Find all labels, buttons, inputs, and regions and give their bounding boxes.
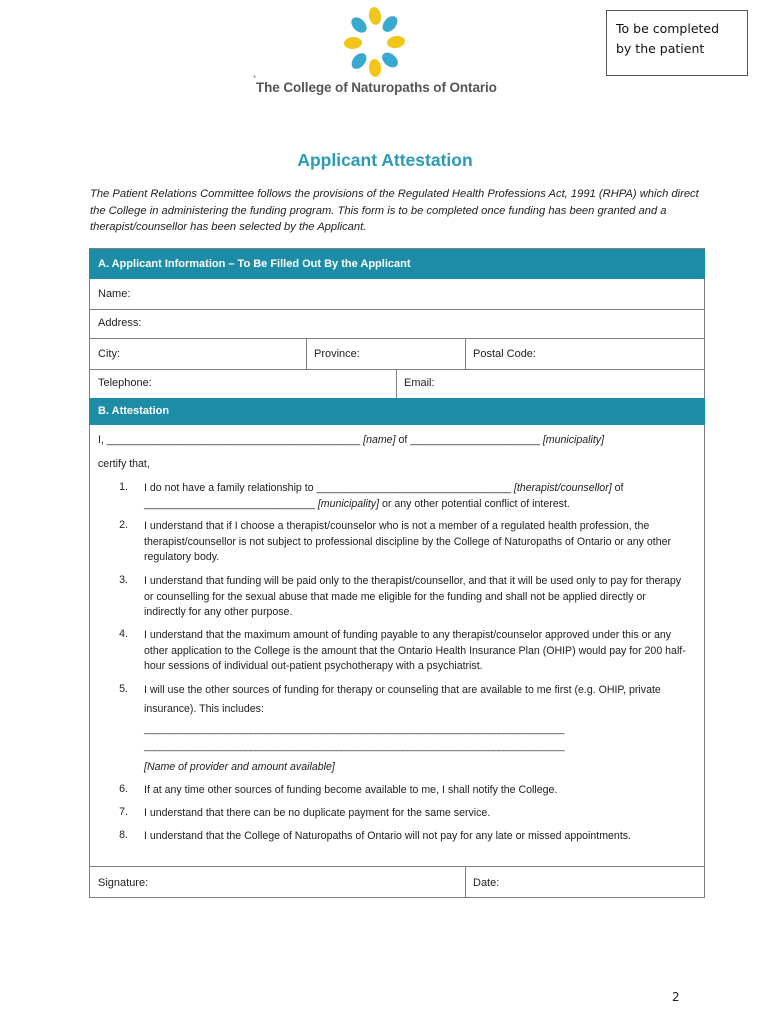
logo-petals bbox=[344, 6, 406, 77]
address-label: Address: bbox=[98, 317, 142, 329]
municipality-placeholder: [municipality] bbox=[317, 497, 380, 510]
page-number: 2 bbox=[672, 990, 680, 1004]
row-divider bbox=[89, 369, 705, 370]
provider-blank: ___________________________________________________________________________________ bbox=[144, 724, 565, 735]
table-border-bottom bbox=[89, 897, 705, 898]
list-item: I understand that if I choose a therapist/counselor who is not a member of a regulated health profession, the therapist/counsellor is not subject to professional discipline by the College of Naturopaths of Ontario or any other regulatory body. bbox=[144, 520, 672, 563]
list-item-text: insurance). This includes: bbox=[144, 703, 264, 715]
postal-code-label: Postal Code: bbox=[473, 348, 536, 360]
item-number: 1. bbox=[119, 481, 128, 493]
item-number: 8. bbox=[119, 829, 128, 841]
intro-text: The Patient Relations Committee follows the provisions of the Regulated Health Professions Act, 1991 (RHPA) which direct the College in administering the funding program. This form is to be completed once funding has been granted and a therapist/counsellor has been selected by the Applicant. bbox=[90, 188, 699, 233]
cell-divider bbox=[306, 338, 307, 369]
list-item bbox=[144, 481, 689, 512]
certify-text: certify that, bbox=[98, 458, 150, 470]
cell-divider bbox=[465, 338, 466, 369]
table-border-right bbox=[704, 248, 705, 898]
cell-divider bbox=[396, 369, 397, 398]
patient-note: To be completed by the patient bbox=[616, 21, 720, 56]
org-name: The College of Naturopaths of Ontario bbox=[256, 80, 497, 95]
cell-divider bbox=[465, 866, 466, 897]
page-title: Applicant Attestation bbox=[297, 150, 473, 170]
section-b-header bbox=[89, 398, 705, 425]
item-number: 5. bbox=[119, 683, 128, 695]
name-blank: I, ___________________________________________ bbox=[98, 434, 364, 446]
list-item: I understand that the maximum amount of funding payable to any therapist/counselor approved under this or any other application to the College is the amount that the Ontario Health Insurance Plan (OHIP) would pay for 200 half-hour sessions of individual out-patient psychotherapy with a psychiatrist. bbox=[144, 629, 686, 672]
list-item: I understand that the College of Naturopaths of Ontario will not pay for any late or missed appointments. bbox=[144, 830, 631, 842]
item-number: 2. bbox=[119, 519, 128, 531]
municipality-placeholder: [municipality] bbox=[542, 434, 605, 446]
provider-blank: ___________________________________________________________________________________ bbox=[144, 741, 565, 752]
row-divider bbox=[89, 866, 705, 867]
item-number: 7. bbox=[119, 806, 128, 818]
item-text: I do not have a family relationship to _________________________________ bbox=[144, 482, 514, 494]
patient-note-box bbox=[606, 10, 748, 76]
row-divider bbox=[89, 338, 705, 339]
item-text: _____________________________ bbox=[144, 497, 318, 510]
table-border-left bbox=[89, 248, 90, 898]
section-a-header bbox=[89, 249, 705, 279]
list-item: I understand that funding will be paid only to the therapist/counsellor, and that it will be used only to pay for therapy or counselling for the sexual abuse that made me eligible for the funding and shall not be applied directly or indirectly for any other purpose. bbox=[144, 575, 682, 618]
name-label: Name: bbox=[98, 288, 131, 300]
section-a-title: A. Applicant Information – To Be Filled Out By the Applicant bbox=[98, 258, 411, 270]
item-number: 6. bbox=[119, 783, 128, 795]
province-label: Province: bbox=[314, 348, 360, 360]
municipality-blank: of ______________________ bbox=[395, 434, 543, 446]
item-number: 4. bbox=[119, 628, 128, 640]
email-label: Email: bbox=[404, 377, 435, 389]
college-logo bbox=[330, 6, 420, 82]
therapist-placeholder: [therapist/counsellor] bbox=[513, 482, 612, 494]
telephone-label: Telephone: bbox=[98, 377, 152, 389]
list-item: If at any time other sources of funding become available to me, I shall notify the College. bbox=[144, 784, 558, 796]
attestation-line bbox=[98, 433, 604, 449]
date-label: Date: bbox=[473, 877, 500, 889]
item-number: 3. bbox=[119, 574, 128, 586]
item-text: of bbox=[611, 482, 624, 494]
org-mark: * bbox=[253, 74, 257, 83]
section-b-title: B. Attestation bbox=[98, 405, 170, 417]
provider-placeholder: [Name of provider and amount available] bbox=[144, 761, 335, 773]
list-item: I understand that there can be no duplicate payment for the same service. bbox=[144, 807, 491, 819]
name-placeholder: [name] bbox=[363, 434, 396, 446]
item-text: or any other potential conflict of interest. bbox=[379, 497, 570, 510]
city-label: City: bbox=[98, 348, 120, 360]
signature-label: Signature: bbox=[98, 877, 149, 889]
row-divider bbox=[89, 309, 705, 310]
list-item-text: I will use the other sources of funding for therapy or counseling that are available to me first (e.g. OHIP, private bbox=[144, 684, 661, 696]
